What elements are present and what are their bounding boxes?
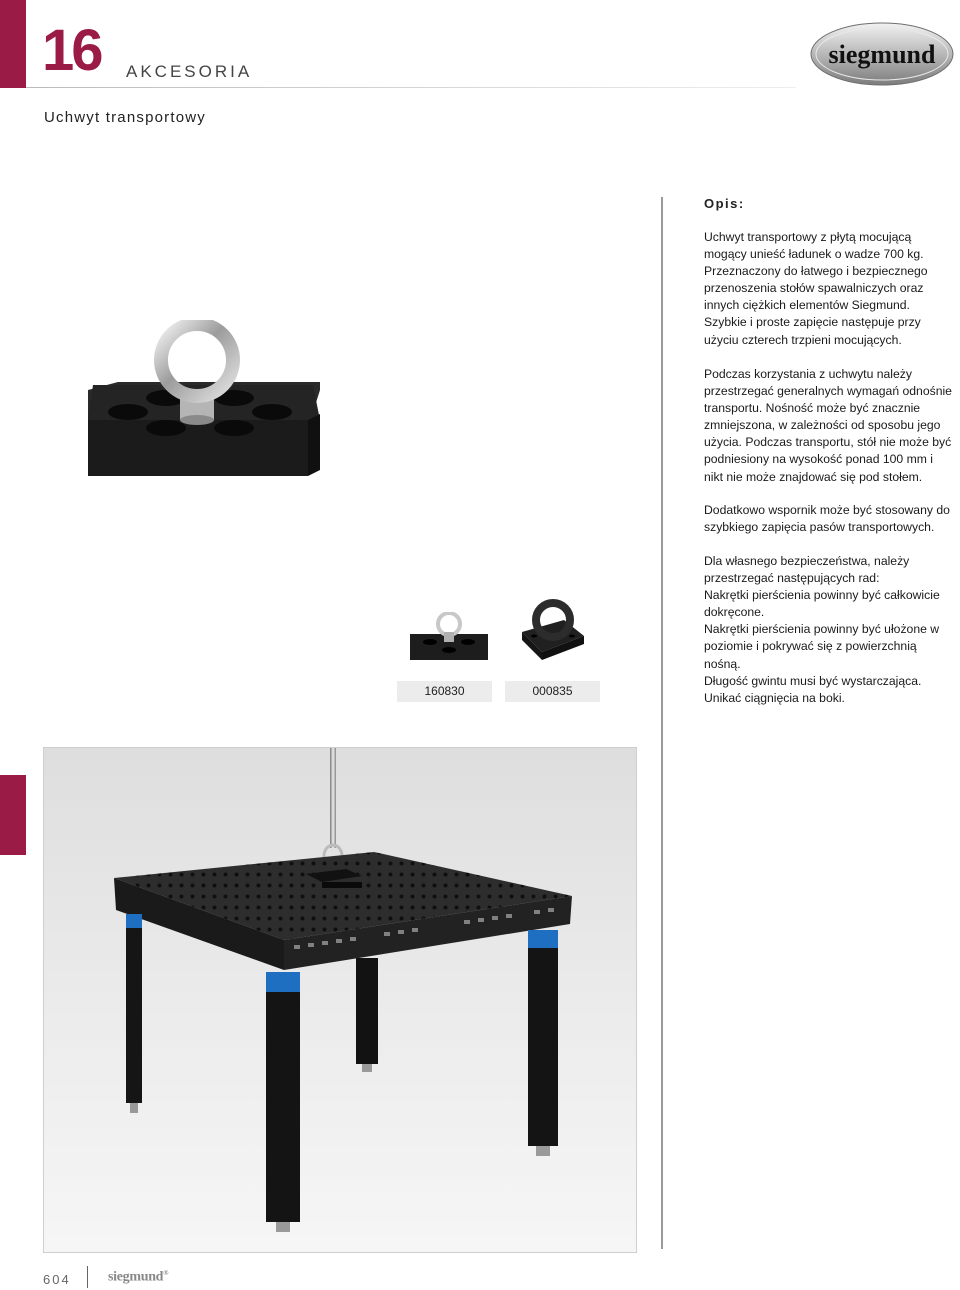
description-paragraph-3 xyxy=(704,502,954,536)
welding-table-illustration xyxy=(44,748,637,1253)
welding-table-photo xyxy=(43,747,637,1253)
description-paragraph-2 xyxy=(704,366,954,486)
logo-wordmark: siegmund xyxy=(828,40,936,69)
product-image-main xyxy=(88,320,320,482)
brand-logo xyxy=(810,22,954,86)
description-text-1: Uchwyt transportowy z płytą mocującą mogący unieść ładunek o wadze 700 kg. Przeznaczony do łatwego i bezpiecznego przenoszenia stołów spawalniczych oraz innych ciężkich elementów Siegmund. Szybkie i proste zapięcie następuje przy użyciu czterech trzpieni mocujących. xyxy=(704,230,928,347)
thumb-000835 xyxy=(520,596,586,662)
footer-separator xyxy=(87,1266,88,1288)
product-code-160830: 160830 xyxy=(397,681,492,702)
safety-item: Nakrętki pierścienia powinny być całkowicie dokręcone. xyxy=(704,588,940,620)
description-text-3: Dodatkowo wspornik może być stosowany do szybkiego zapięcia pasów transportowych. xyxy=(704,503,950,535)
chapter-accent-bar xyxy=(0,0,26,88)
footer-brand-text: siegmund xyxy=(108,1269,164,1285)
description-heading: Opis: xyxy=(704,196,745,211)
footer-brand: siegmund® xyxy=(108,1269,169,1285)
description-paragraph-1 xyxy=(704,229,954,349)
safety-advice xyxy=(704,553,954,707)
siegmund-logo-icon xyxy=(810,22,954,86)
thumb-160830 xyxy=(410,612,488,664)
page-number: 604 xyxy=(43,1272,71,1287)
chapter-title: AKCESORIA xyxy=(126,62,253,81)
chapter-number: 16 xyxy=(42,18,101,83)
safety-item: Długość gwintu musi być wystarczająca. xyxy=(704,673,922,688)
column-divider xyxy=(661,197,663,1249)
header-rule xyxy=(26,87,796,88)
side-accent-marker xyxy=(0,775,26,855)
product-code-000835: 000835 xyxy=(505,681,600,702)
safety-item: Unikać ciągnięcia na boki. xyxy=(704,690,845,705)
description-text-2: Podczas korzystania z uchwytu należy przestrzegać generalnych wymagań odnośnie transportu. Nośność może być znacznie zmniejszona, w zależności od sposobu jego użycia. Podczas transportu, stół nie może być podniesiony na wysokość ponad 100 mm i nikt nie może znajdować się pod stołem. xyxy=(704,367,952,484)
safety-intro: Dla własnego bezpieczeństwa, należy przestrzegać następujących rad: xyxy=(704,554,910,586)
section-title: Uchwyt transportowy xyxy=(44,109,207,126)
safety-item: Nakrętki pierścienia powinny być ułożone w poziomie i pokrywać się z powierzchnią nośną. xyxy=(704,622,940,671)
lifting-chain xyxy=(324,748,342,867)
